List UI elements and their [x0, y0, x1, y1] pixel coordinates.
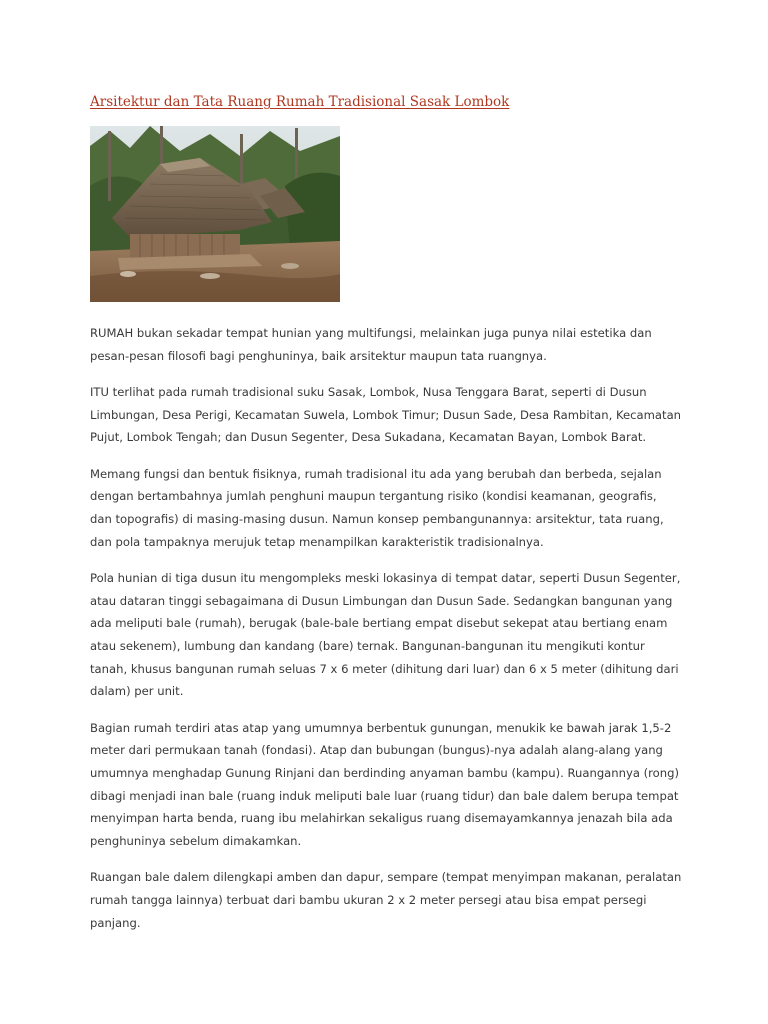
paragraph: ITU terlihat pada rumah tradisional suku Sasak, Lombok, Nusa Tenggara Barat, seperti di Dusun Limbungan, Desa Perigi, Kecamatan Suwela, Lombok Timur; Dusun Sade, Desa Rambitan, Kecamatan Pujut, Lombok Tengah; dan Dusun Segenter, Desa Sukadana, Kecamatan Bayan, Lombok Barat. — [90, 384, 682, 445]
paragraph: Bagian rumah terdiri atas atap yang umumnya berbentuk gunungan, menukik ke bawah jarak 1,5-2 meter dari permukaan tanah (fondasi). Atap dan bubungan (bungus)-nya adalah alang-alang yang umumnya menghadap Gunung Rinjani dan berdinding anyaman bambu (kampu). Ruangannya (rong) dibagi menjadi inan bale (ruang induk meliputi bale luar (ruang tidur) dan bale dalem berupa tempat menyimpan harta benda, ruang ibu melahirkan sekaligus ruang disemayamkannya jenazah bila ada penghuninya sebelum dimakamkan. — [90, 720, 679, 849]
article-body — [90, 322, 682, 948]
paragraph: Ruangan bale dalem dilengkapi amben dan dapur, sempare (tempat menyimpan makanan, peralatan rumah tangga lainnya) terbuat dari bambu ukuran 2 x 2 meter persegi atau bisa empat persegi panjang. — [90, 870, 682, 930]
article-title[interactable]: Arsitektur dan Tata Ruang Rumah Tradisional Sasak Lombok — [90, 94, 510, 110]
paragraph: RUMAH bukan sekadar tempat hunian yang multifungsi, melainkan juga punya nilai estetika dan pesan-pesan filosofi bagi penghuninya, baik arsitektur maupun tata ruangnya. — [90, 326, 652, 363]
paragraph: Pola hunian di tiga dusun itu mengompleks meski lokasinya di tempat datar, seperti Dusun Segenter, atau dataran tinggi sebagaimana di Dusun Limbungan dan Dusun Sade. Sedangkan bangunan yang ada meliputi bale (rumah), berugak (bale-bale bertiang empat disebut sekepat atau bertiang enam atau sekenem), lumbung dan kandang (bare) ternak. Bangunan-bangunan itu mengikuti kontur tanah, khusus bangunan rumah seluas 7 x 6 meter (dihitung dari luar) dan 6 x 5 meter (dihitung dari dalam) per unit. — [90, 570, 681, 699]
paragraph: Memang fungsi dan bentuk fisiknya, rumah tradisional itu ada yang berubah dan berbeda, sejalan dengan bertambahnya jumlah penghuni maupun tergantung risiko (kondisi keamanan, geografis, dan topografis) di masing-masing dusun. Namun konsep pembangunannya: arsitektur, tata ruang, dan pola tampaknya merujuk tetap menampilkan karakteristik tradisionalnya. — [90, 466, 664, 549]
traditional-house-photo — [90, 126, 340, 302]
